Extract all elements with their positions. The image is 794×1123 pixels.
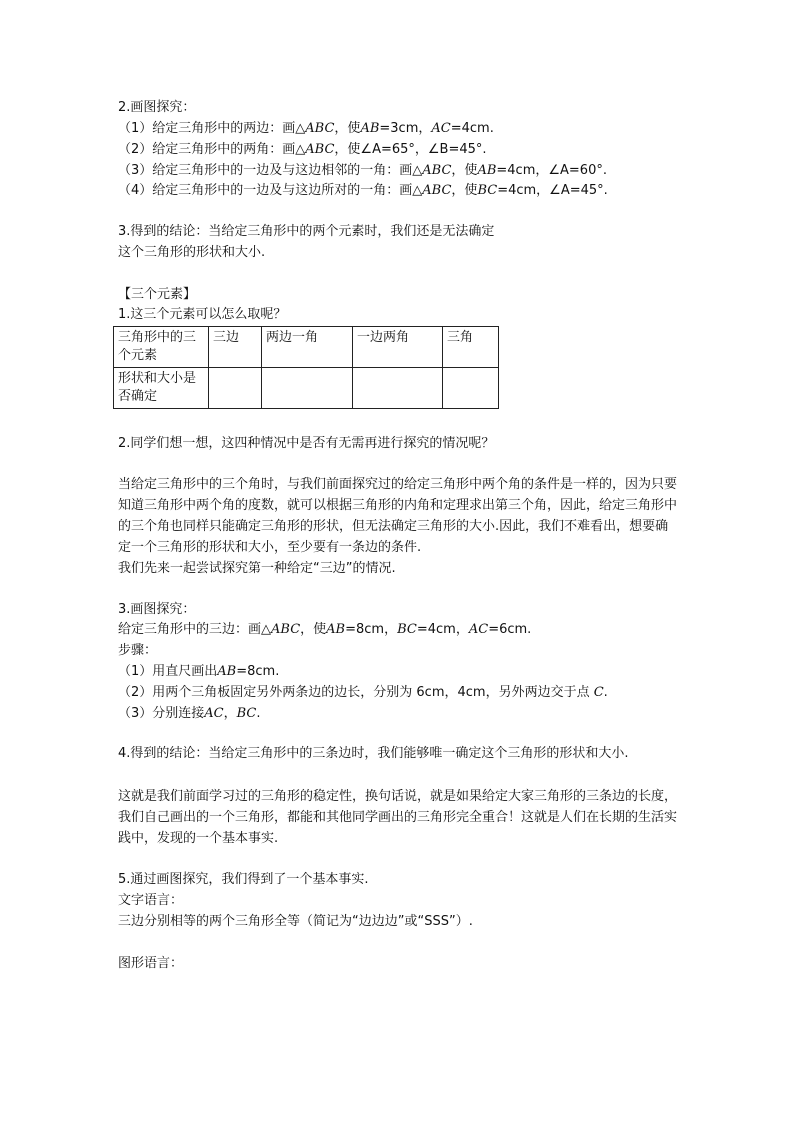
item-text: =4cm，∠A=45°. — [497, 183, 608, 198]
section-heading: 3.画图探究： — [118, 602, 196, 617]
item-text: ，使 — [451, 163, 478, 178]
math-expr: AB — [477, 163, 497, 178]
question-1: 1.这三个元素可以怎么取呢？ — [118, 307, 287, 322]
item-text: =4cm， — [416, 622, 469, 637]
item-text: ，使 — [300, 622, 327, 637]
text-language-label: 文字语言： — [118, 893, 184, 908]
item-text: （1）给定三角形中的两边：画 — [118, 121, 296, 136]
math-expr: BC — [236, 706, 257, 721]
item-text: =4cm. — [450, 121, 494, 136]
elements-table — [113, 326, 499, 409]
sss-statement: 三边分别相等的两个三角形全等（简记为“边边边”或“SSS”）. — [118, 914, 473, 929]
table-cell: 形状和大小是否确定 — [114, 368, 209, 409]
math-expr: AC — [468, 622, 489, 637]
math-expr: △ABC — [295, 121, 335, 136]
item-text: 给定三角形中的三边：画 — [118, 622, 262, 637]
table-cell — [443, 368, 499, 409]
math-expr: AB — [360, 121, 380, 136]
table-cell: 三边 — [209, 327, 262, 368]
item-text: =8cm. — [236, 664, 280, 679]
item-text: =3cm， — [379, 121, 432, 136]
list-item — [118, 183, 608, 199]
item-text: （1）用直尺画出 — [118, 664, 218, 679]
math-expr: △ABC — [412, 163, 452, 178]
math-expr: C — [593, 685, 604, 700]
item-text: =6cm. — [488, 622, 532, 637]
math-expr: △ABC — [295, 142, 335, 157]
table-cell: 两边一角 — [262, 327, 353, 368]
steps-label: 步骤： — [118, 643, 158, 658]
item-text: =4cm，∠A=60°. — [496, 163, 607, 178]
table-row — [114, 368, 499, 409]
section-heading: 5.通过画图探究，我们得到了一个基本事实. — [118, 872, 369, 887]
item-text: （3）分别连接 — [118, 706, 205, 721]
math-expr: BC — [477, 183, 498, 198]
table-cell — [209, 368, 262, 409]
table-row — [114, 327, 499, 368]
list-item — [118, 142, 487, 158]
item-text: ，使 — [334, 121, 361, 136]
paragraph: 我们先来一起尝试探究第一种给定“三边”的情况. — [118, 561, 396, 576]
math-expr: AC — [204, 706, 224, 721]
item-text: （3）给定三角形中的一边及与这边相邻的一角：画 — [118, 163, 413, 178]
item-text: ， — [223, 706, 237, 721]
math-expr: △ABC — [412, 183, 452, 198]
question-2: 2.同学们想一想，这四种情况中是否有无需再进行探究的情况呢？ — [118, 436, 495, 451]
math-expr: AB — [217, 664, 237, 679]
paragraph: 这就是我们前面学习过的三角形的稳定性，换句话说，就是如果给定大家三角形的三条边的长度，我们自己画出的一个三角形，都能和其他同学画出的三角形完全重合！这就是人们在长期的生活实践中，发现的一个基本事实. — [118, 789, 678, 846]
table-cell: 三角 — [443, 327, 499, 368]
item-text: ，使 — [451, 183, 478, 198]
math-expr: AC — [431, 121, 451, 136]
item-text: （4）给定三角形中的一边及与这边所对的一角：画 — [118, 183, 413, 198]
given-line — [118, 622, 531, 638]
step-item — [118, 685, 608, 701]
figure-language-label: 图形语言： — [118, 956, 184, 971]
section-title: 【三个元素】 — [118, 287, 197, 302]
math-expr: BC — [397, 622, 417, 637]
list-item — [118, 163, 607, 179]
step-item — [118, 664, 279, 680]
list-item — [118, 121, 494, 137]
paragraph: 当给定三角形中的三个角时，与我们前面探究过的给定三角形中两个角的条件是一样的，因为只要知道三角形中两个角的度数，就可以根据三角形的内角和定理求出第三个角，因此，给定三角形中的三个角也同样只能确定三角形的形状，但无法确定三角形的大小.因此，我们不难看出，想要确定一个三角形的形状和大小，至少要有一条边的条件. — [118, 477, 678, 555]
table-cell — [353, 368, 443, 409]
item-text: . — [256, 706, 261, 721]
item-text: =8cm， — [345, 622, 398, 637]
step-item — [118, 706, 261, 722]
section-heading: 2.画图探究： — [118, 100, 196, 115]
conclusion-line-2: 这个三角形的形状和大小. — [118, 245, 266, 260]
table-cell: 一边两角 — [353, 327, 443, 368]
math-expr: △ABC — [261, 622, 301, 637]
item-text: （2）用两个三角板固定另外两条边的边长，分别为 6cm，4cm，另外两边交于点 — [118, 685, 590, 700]
conclusion-line-1: 3.得到的结论：当给定三角形中的两个元素时，我们还是无法确定 — [118, 224, 495, 239]
table-cell: 三角形中的三个元素 — [114, 327, 209, 368]
table-cell — [262, 368, 353, 409]
math-expr: AB — [326, 622, 346, 637]
item-text: ，使∠A=65°，∠B=45°. — [334, 142, 487, 157]
item-text: . — [603, 685, 608, 700]
item-text: （2）给定三角形中的两角：画 — [118, 142, 296, 157]
conclusion: 4.得到的结论：当给定三角形中的三条边时，我们能够唯一确定这个三角形的形状和大小. — [118, 746, 629, 761]
